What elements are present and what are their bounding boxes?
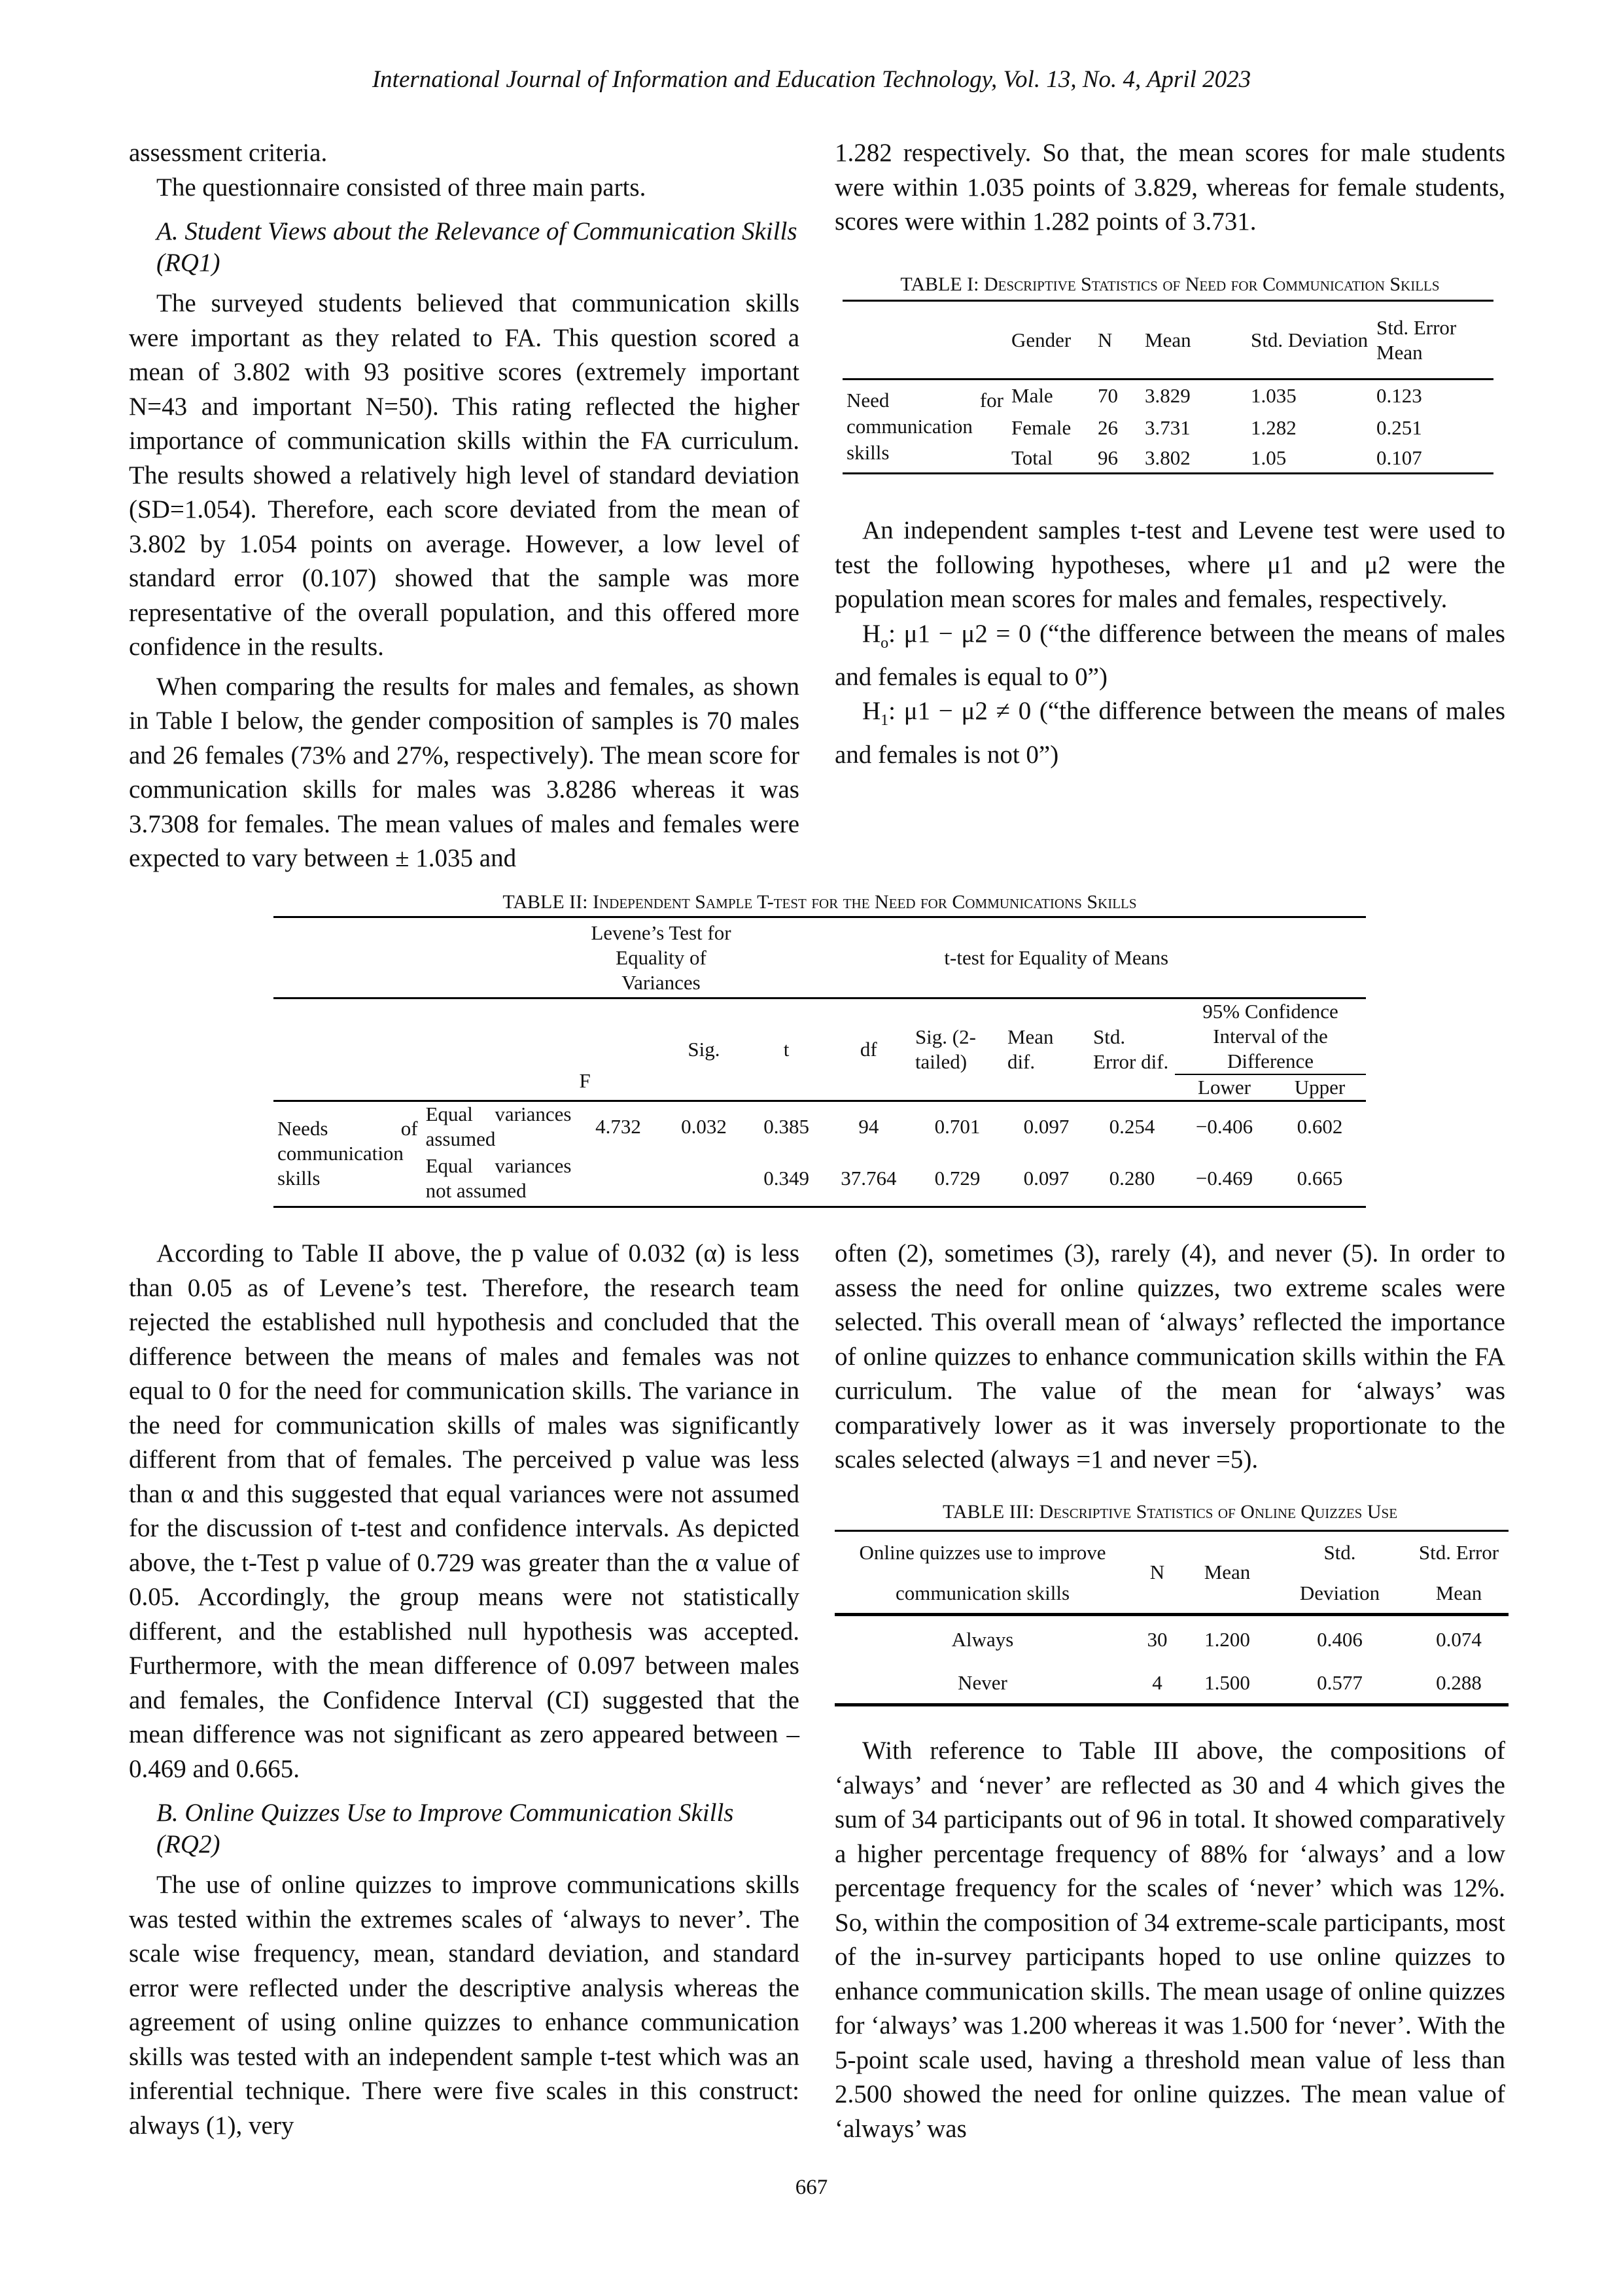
table-header: Mean bbox=[1204, 1561, 1251, 1583]
table-cell: Female bbox=[1011, 415, 1072, 439]
table-header: Upper bbox=[1294, 1076, 1346, 1099]
table-cell: 3.731 bbox=[1145, 415, 1191, 439]
table-cell: 4.732 bbox=[595, 1115, 641, 1138]
table-cell: 26 bbox=[1098, 415, 1118, 439]
table-header: Mean bbox=[1435, 1581, 1482, 1605]
table-header: Sig. (2-tailed) bbox=[915, 1025, 976, 1073]
table-cell: 70 bbox=[1098, 384, 1118, 408]
table-cell: Never bbox=[958, 1671, 1007, 1695]
table-3 bbox=[835, 1501, 1505, 1706]
table-header: Mean dif. bbox=[1007, 1025, 1054, 1073]
running-header: International Journal of Information and Education Technology, Vol. 13, No. 4, April 2023 bbox=[372, 66, 1251, 93]
table-2 bbox=[273, 891, 1366, 1208]
table-cell: −0.469 bbox=[1195, 1167, 1253, 1190]
paragraph: With reference to Table III above, the compositions of ‘always’ and ‘never’ are reflected as 30 and 4 which gives the sum of 34 participants out of 96 in total. It showed comparatively a higher percentage frequency of 88% for ‘always’ and a low percentage frequency for the scales of ‘never’ which was 12%. So, within the composition of 34 extreme-scale participants, most of the in-survey participants hoped to use online quizzes to enhance communication skills. The mean usage of online quizzes for ‘always’ was 1.200 whereas it was 1.500 for ‘never’. With the 5-point scale used, having a threshold mean value of less than 2.500 showed the need for online quizzes. The mean value of ‘always’ was bbox=[835, 1737, 1505, 2143]
table-header: Lower bbox=[1198, 1076, 1251, 1099]
paragraph: When comparing the results for males and females, as shown in Table I below, the gender composition of samples is 70 males and 26 females (73% and 27%, respectively). The mean score for communication skills for males was 3.8286 whereas it was 3.7308 for females. The mean values of males and females were expected to vary between ± 1.035 and bbox=[129, 672, 799, 872]
paragraph: assessment criteria. bbox=[129, 139, 328, 167]
table-cell: 0.577 bbox=[1317, 1671, 1363, 1695]
table-cell: Always bbox=[951, 1627, 1014, 1651]
table-header: F bbox=[579, 1069, 591, 1092]
table-cell: 1.282 bbox=[1251, 415, 1297, 439]
table-cell: Male bbox=[1011, 384, 1053, 408]
table-header: Std. Deviation bbox=[1251, 328, 1369, 351]
table-cell: −0.406 bbox=[1195, 1115, 1253, 1138]
table-cell: 0.123 bbox=[1376, 384, 1422, 408]
section-heading-a: A. Student Views about the Relevance of Communication Skills (RQ1) bbox=[156, 217, 797, 277]
table-header: N bbox=[1149, 1561, 1165, 1583]
table-cell: 1.200 bbox=[1204, 1627, 1250, 1651]
right-column-top bbox=[835, 136, 1505, 239]
right-column-end bbox=[835, 1734, 1505, 2146]
table-cell: 0.385 bbox=[763, 1115, 809, 1138]
table-header: Std. Error dif. bbox=[1092, 1025, 1169, 1073]
table-header: Deviation bbox=[1299, 1581, 1380, 1605]
table-cell: Total bbox=[1011, 446, 1053, 469]
row-label: Need for communication skills bbox=[846, 388, 1003, 464]
table-cell: 0.665 bbox=[1297, 1167, 1343, 1190]
table-cell: 0.701 bbox=[934, 1115, 981, 1138]
table-cell: 0.729 bbox=[934, 1167, 981, 1190]
table-cell: 0.074 bbox=[1436, 1627, 1482, 1651]
table-cell: 3.802 bbox=[1145, 446, 1191, 469]
table-cell: 0.251 bbox=[1376, 415, 1422, 439]
ci-header: 95% Confidence Interval of the Difference bbox=[1175, 998, 1366, 1075]
table-header: Std. Error bbox=[1418, 1541, 1499, 1564]
table-cell: 0.406 bbox=[1317, 1627, 1363, 1651]
table-caption: TABLE II: Independent Sample T-test for the Need for Communications Skills bbox=[502, 891, 1137, 913]
table-cell: 96 bbox=[1098, 446, 1118, 469]
paragraph: 1.282 respectively. So that, the mean scores for male students were within 1.035 points of 3.829, whereas for female students, scores were within 1.282 points of 3.731. bbox=[835, 139, 1505, 236]
table-cell: 0.254 bbox=[1109, 1115, 1155, 1138]
table-header: t bbox=[783, 1038, 790, 1061]
ttest-header: t-test for Equality of Means bbox=[944, 945, 1169, 969]
table-cell: 3.829 bbox=[1145, 384, 1191, 408]
table-header: N bbox=[1098, 328, 1113, 351]
right-column-bottom bbox=[835, 1237, 1505, 1477]
table-cell: 0.288 bbox=[1436, 1671, 1482, 1695]
left-column-bottom bbox=[129, 1237, 799, 2143]
hypothesis-h0: $H_o$: μ1 − μ2 = 0 (“the difference between the means of males and females is equal to 0”) bbox=[835, 619, 1505, 691]
row-sublabel: Equal variances not assumed bbox=[425, 1154, 572, 1203]
table-cell: 1.035 bbox=[1251, 384, 1297, 408]
paragraph: The questionnaire consisted of three main parts. bbox=[156, 173, 646, 202]
table-cell: 4 bbox=[1152, 1671, 1162, 1695]
table-header: df bbox=[860, 1038, 877, 1061]
table-header: Online quizzes use to improve bbox=[859, 1541, 1106, 1564]
table-cell: 1.500 bbox=[1204, 1671, 1250, 1695]
table-cell: 0.349 bbox=[763, 1167, 809, 1190]
table-header: Sig. bbox=[688, 1038, 720, 1061]
table-cell: 0.602 bbox=[1297, 1115, 1343, 1138]
row-label: Needs of communication skills bbox=[277, 1117, 418, 1190]
table-cell: 0.032 bbox=[681, 1115, 727, 1138]
page-number: 667 bbox=[795, 2176, 828, 2199]
left-column-top bbox=[129, 136, 799, 876]
paragraph: According to Table II above, the p value of 0.032 (α) is less than 0.05 as of Levene’s test. Therefore, the research team rejected the established null hypothesis and concluded that the difference between the means of males and females was not equal to 0 for the need for communication skills. The variance in the need for communication skills of males was significantly different from that of females. The perceived p value was less than α and this suggested that equal variances were not assumed for the discussion of t-test and confidence intervals. As depicted above, the t-Test p value of 0.729 was greater than the α value of 0.05. Accordingly, the group means were not statistically different, and the established null hypothesis was accepted. Furthermore, with the mean difference of 0.097 between males and females, the Confidence Interval (CI) suggested that the mean difference was not significant as zero appeared between –0.469 and 0.665. bbox=[129, 1239, 799, 1783]
levene-header: Levene’s Test for Equality of Variances bbox=[591, 921, 731, 994]
table-cell bbox=[575, 1152, 661, 1207]
table-header: communication skills bbox=[895, 1581, 1070, 1605]
table-cell: 0.097 bbox=[1023, 1115, 1070, 1138]
table-cell: 0.097 bbox=[1023, 1167, 1070, 1190]
row-sublabel: Equal variances assumed bbox=[425, 1103, 572, 1150]
table-header: Mean bbox=[1145, 328, 1191, 351]
table-header: Gender bbox=[1011, 328, 1072, 351]
table-cell: 1.05 bbox=[1251, 446, 1287, 469]
table-caption: TABLE I: Descriptive Statistics of Need for Communication Skills bbox=[900, 274, 1440, 295]
paragraph: An independent samples t-test and Levene test were used to test the following hypotheses, where μ1 and μ2 were the population mean scores for males and females, respectively. bbox=[835, 516, 1505, 613]
section-heading-b: B. Online Quizzes Use to Improve Communication Skills (RQ2) bbox=[156, 1799, 734, 1858]
table-cell: 0.107 bbox=[1376, 446, 1422, 469]
table-cell: 0.280 bbox=[1109, 1167, 1155, 1190]
table-cell bbox=[661, 1152, 746, 1207]
table-header: Std. Error Mean bbox=[1376, 315, 1457, 364]
hypothesis-h1: $H_1$: μ1 − μ2 ≠ 0 (“the difference between the means of males and females is not 0”) bbox=[835, 697, 1505, 769]
table-cell: 37.764 bbox=[841, 1167, 897, 1190]
paragraph: often (2), sometimes (3), rarely (4), and never (5). In order to assess the need for online quizzes, two extreme scales were selected. This overall mean of ‘always’ reflected the importance of online quizzes to enhance communication skills within the FA curriculum. The value of the mean for ‘always’ was comparatively lower as it was inversely proportionate to the scales selected (always =1 and never =5). bbox=[835, 1239, 1505, 1474]
table-header: Std. bbox=[1323, 1541, 1356, 1564]
paragraph: The use of online quizzes to improve communications skills was tested within the extremes scales of ‘always to never’. The scale wise frequency, mean, standard deviation, and standard error were reflected under the descriptive analysis whereas the agreement of using online quizzes to enhance communication skills was tested with an independent sample t-test which was an inferential technique. There were five scales in this construct: always (1), very bbox=[129, 1871, 799, 2140]
table-cell: 30 bbox=[1147, 1627, 1168, 1651]
right-column-mid bbox=[835, 514, 1505, 772]
paragraph: The surveyed students believed that communication skills were important as they related to FA. This question scored a mean of 3.802 with 93 positive scores (extremely important N=43 and important N=50). This rating reflected the higher importance of communication skills within the FA curriculum. The results showed a relatively high level of standard deviation (SD=1.054). Therefore, each score deviated from the mean of 3.802 by 1.054 points on average. However, a low level of standard error (0.107) showed that the sample was more representative of the overall population, and this offered more confidence in the results. bbox=[129, 289, 799, 661]
table-cell: 94 bbox=[858, 1115, 879, 1138]
table-caption: TABLE III: Descriptive Statistics of Online Quizzes Use bbox=[942, 1501, 1398, 1523]
table-1 bbox=[835, 274, 1505, 474]
